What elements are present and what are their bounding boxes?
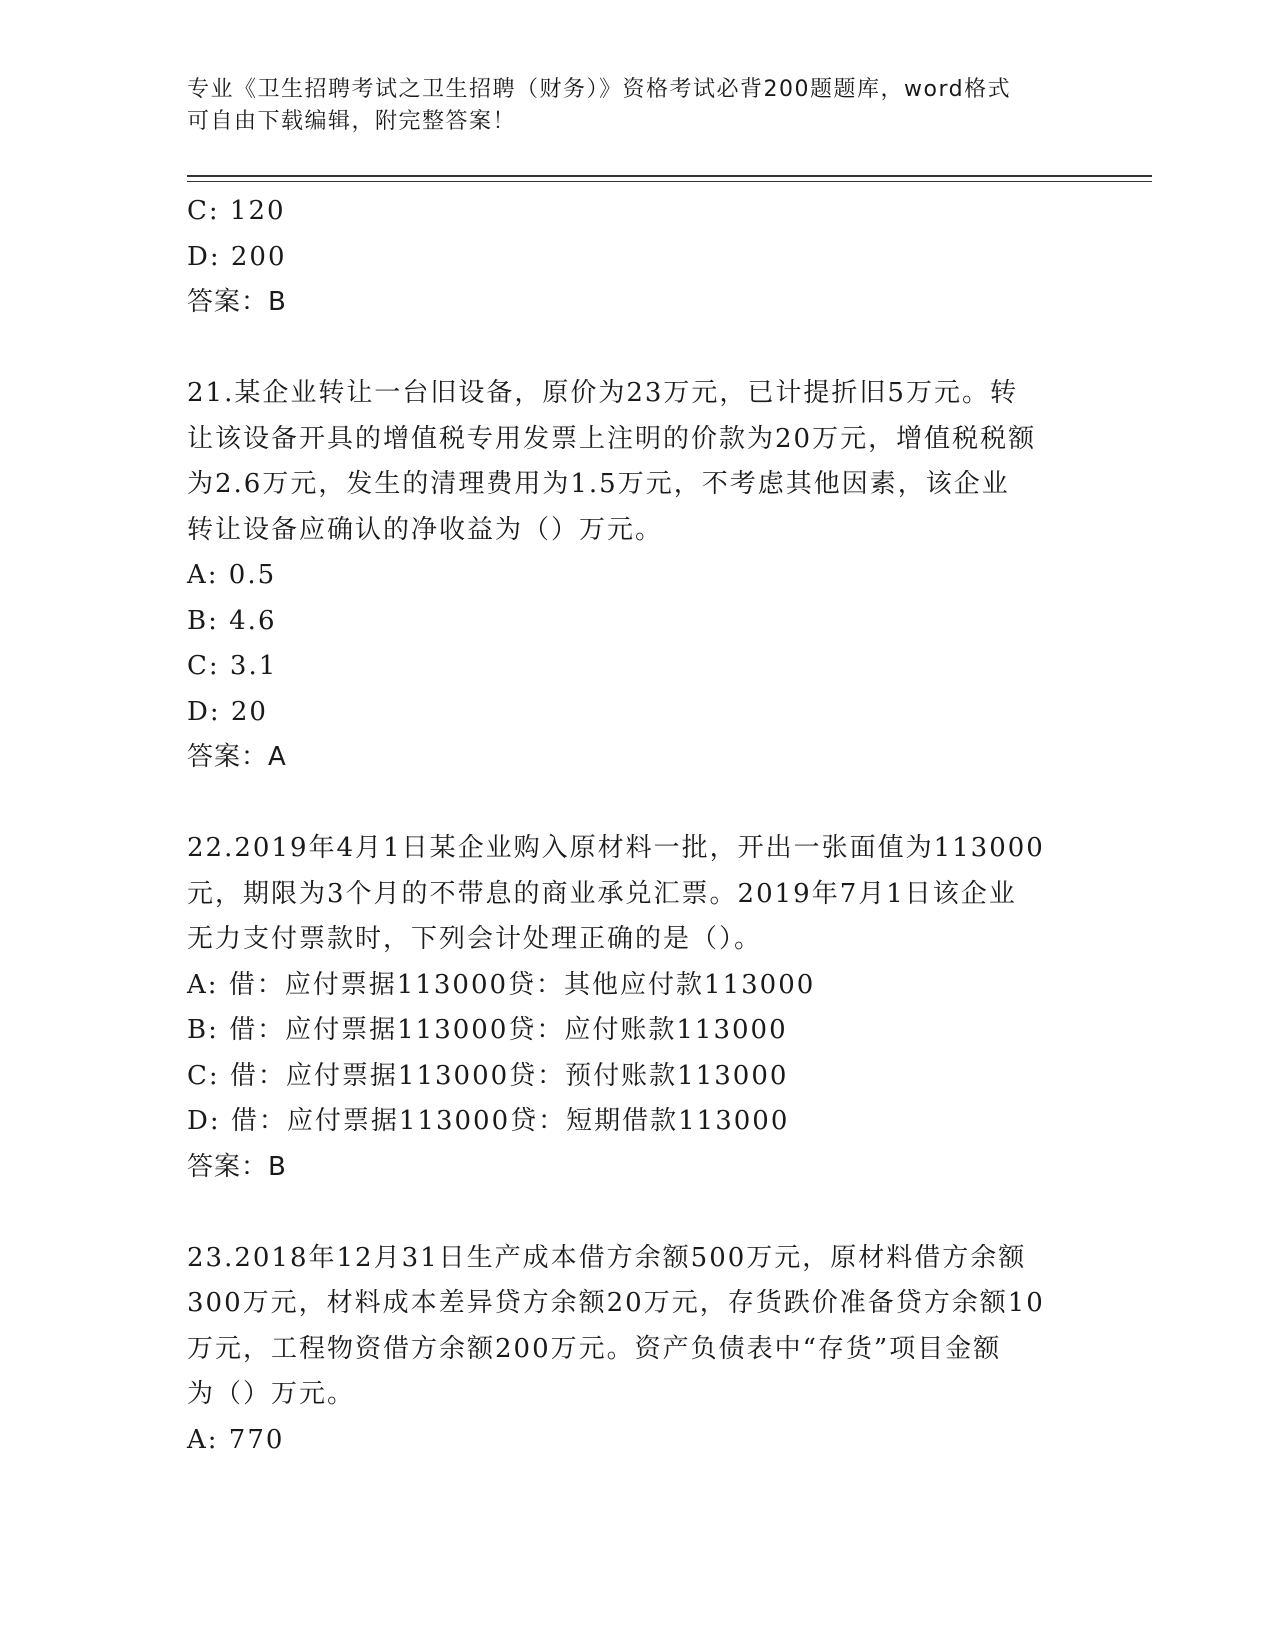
question-20-tail <box>187 189 1087 326</box>
option-d: D: 200 <box>187 241 287 272</box>
option-a: A: 借：应付票据113000贷：其他应付款113000 <box>187 969 816 1000</box>
question-options <box>187 963 1087 1145</box>
option-a: A: 0.5 <box>187 560 277 590</box>
spacer <box>187 1190 1087 1236</box>
question-22 <box>187 826 1087 1190</box>
question-23 <box>187 1236 1087 1464</box>
stem-line: 万元，工程物资借方余额200万元。资产负债表中“存货”项目金额 <box>187 1333 1002 1364</box>
option-c: C: 3.1 <box>187 651 278 681</box>
stem-line: 转让设备应确认的净收益为（）万元。 <box>187 514 664 545</box>
answer-line: 答案：A <box>187 742 287 772</box>
question-stem <box>187 1236 1087 1418</box>
question-stem <box>187 826 1087 963</box>
option-b: B: 借：应付票据113000贷：应付账款113000 <box>187 1015 788 1045</box>
spacer <box>187 781 1087 827</box>
stem-line: 21.某企业转让一台旧设备，原价为23万元，已计提折旧5万元。转 <box>187 378 1018 408</box>
answer-line: 答案：B <box>187 1151 287 1182</box>
option-b: B: 4.6 <box>187 605 277 636</box>
question-stem <box>187 371 1087 553</box>
stem-line: 元，期限为3个月的不带息的商业承兑汇票。2019年7月1日该企业 <box>187 878 1017 909</box>
question-options <box>187 1418 1087 1464</box>
option-a: A: 770 <box>187 1424 285 1455</box>
stem-line: 22.2019年4月1日某企业购入原材料一批，开出一张面值为113000 <box>187 833 1045 863</box>
stem-line: 300万元，材料成本差异贷方余额20万元，存货跌价准备贷方余额10 <box>187 1288 1045 1318</box>
option-d: D: 借：应付票据113000贷：短期借款113000 <box>187 1106 790 1136</box>
option-d: D: 20 <box>187 696 268 727</box>
document-header <box>187 74 1067 138</box>
stem-line: 让该设备开具的增值税专用发票上注明的价款为20万元，增值税税额 <box>187 423 1037 454</box>
stem-line: 23.2018年12月31日生产成本借方余额500万元，原材料借方余额 <box>187 1242 1027 1273</box>
document-body <box>187 189 1087 1463</box>
header-line: 可自由下载编辑，附完整答案！ <box>187 109 517 134</box>
answer-line: 答案：B <box>187 287 287 317</box>
question-options <box>187 553 1087 735</box>
header-rule-thick <box>187 175 1152 177</box>
spacer <box>187 326 1087 372</box>
stem-line: 为（）万元。 <box>187 1379 356 1409</box>
option-c: C: 借：应付票据113000贷：预付账款113000 <box>187 1060 789 1091</box>
stem-line: 无力支付票款时，下列会计处理正确的是（）。 <box>187 924 763 954</box>
header-rule-thin <box>187 181 1152 182</box>
stem-line: 为2.6万元，发生的清理费用为1.5万元，不考虑其他因素，该企业 <box>187 469 1010 499</box>
option-c: C: 120 <box>187 196 286 226</box>
header-line: 专业《卫生招聘考试之卫生招聘（财务）》资格考试必背200题题库，word格式 <box>187 77 1012 102</box>
question-21 <box>187 371 1087 781</box>
